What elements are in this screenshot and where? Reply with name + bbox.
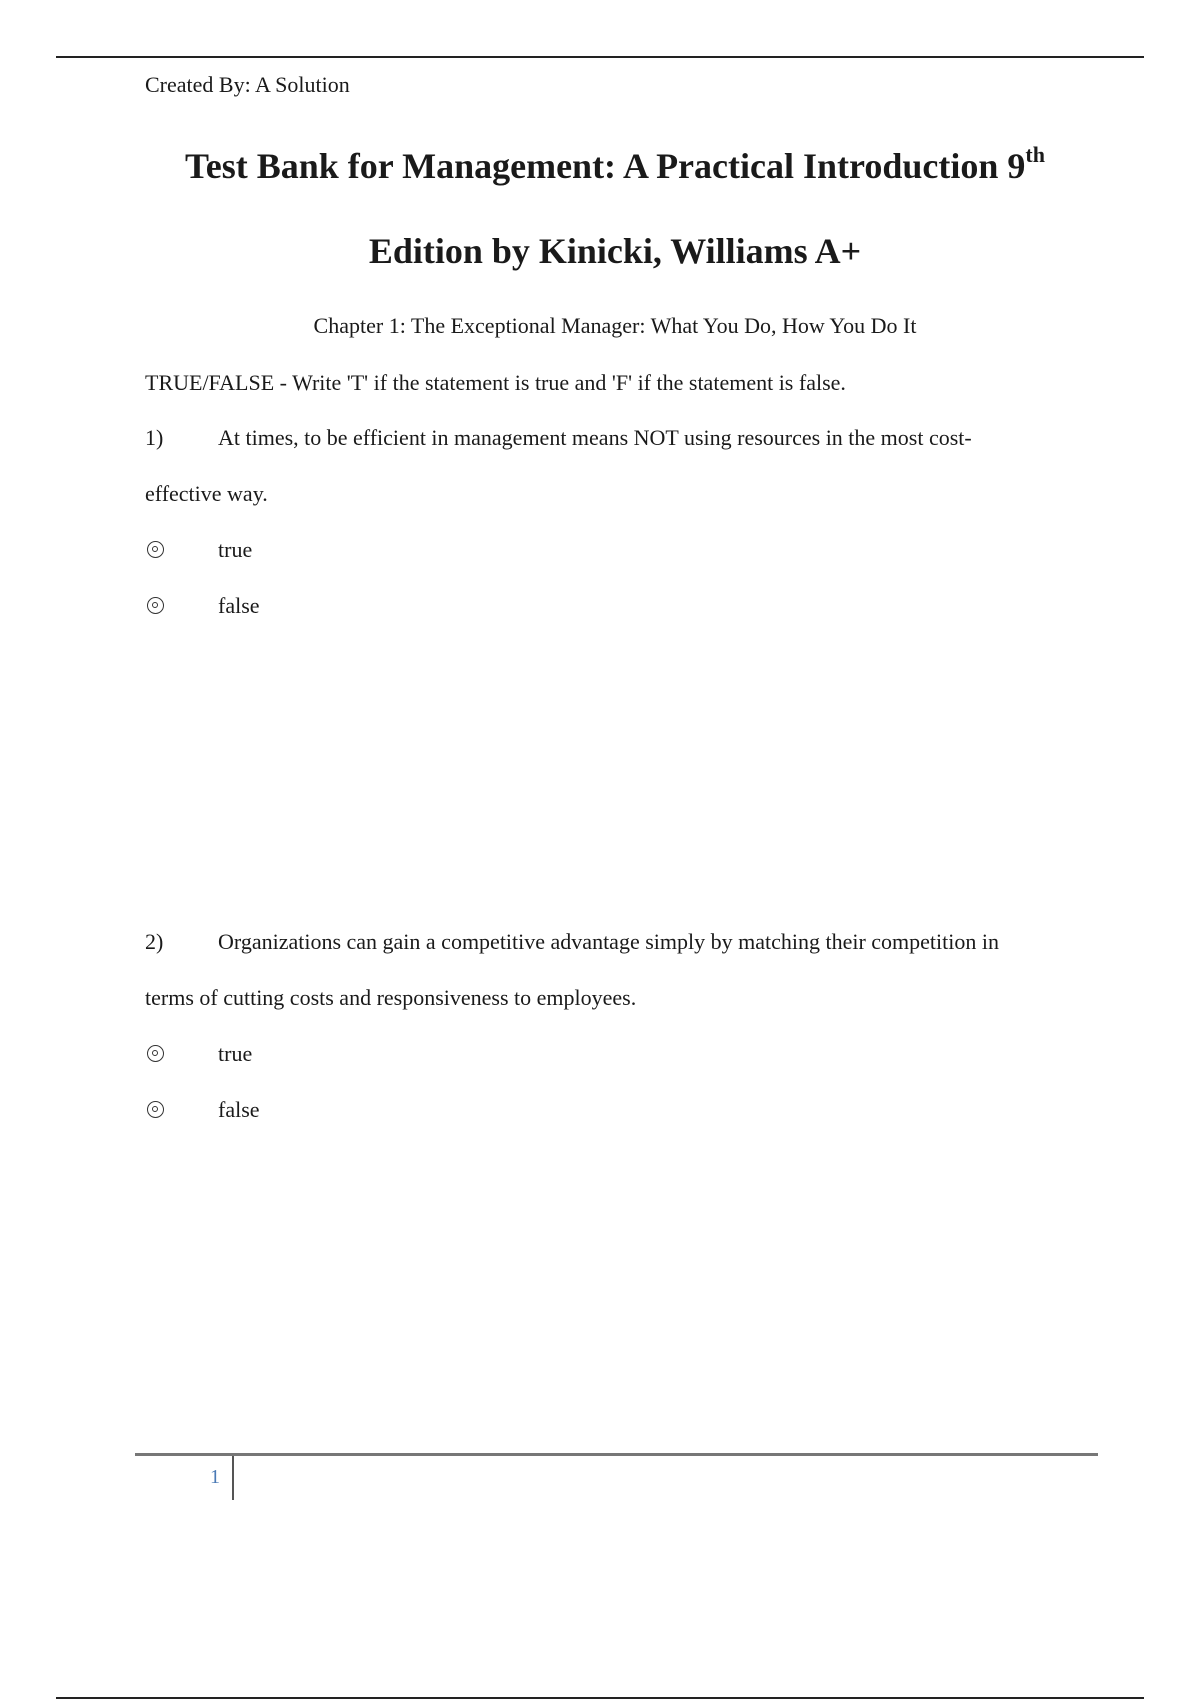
- option-true[interactable]: [145, 522, 1085, 578]
- option-true[interactable]: [145, 1026, 1085, 1082]
- option-label: true: [218, 537, 253, 562]
- option-label: true: [218, 1041, 253, 1066]
- document-title-line2: Edition by Kinicki, Williams A+: [368, 231, 862, 271]
- created-by-header: Created By: A Solution: [145, 72, 350, 97]
- option-label: false: [218, 1097, 260, 1122]
- page-number: 1: [210, 1466, 220, 1488]
- footer-divider: [232, 1456, 234, 1500]
- option-label: false: [218, 593, 260, 618]
- bottom-rule: [56, 1697, 1144, 1699]
- title-superscript: th: [1025, 142, 1045, 167]
- option-false[interactable]: [145, 578, 1085, 634]
- question-line: [145, 466, 1085, 522]
- chapter-heading: Chapter 1: The Exceptional Manager: What You Do, How You Do It: [313, 313, 917, 338]
- footer-rule: [135, 1453, 1098, 1456]
- question-number: 1): [145, 425, 164, 450]
- title-text: Test Bank for Management: A Practical Introduction 9: [185, 146, 1026, 186]
- question-1: [145, 410, 1085, 634]
- question-number: 2): [145, 929, 164, 954]
- instructions: TRUE/FALSE - Write 'T' if the statement is true and 'F' if the statement is false.: [145, 370, 846, 395]
- question-text: Organizations can gain a competitive advantage simply by matching their competition in: [218, 929, 999, 954]
- radio-button-icon[interactable]: [147, 597, 164, 614]
- radio-button-icon[interactable]: [147, 1101, 164, 1118]
- question-text-continued: effective way.: [145, 481, 268, 506]
- document-title-line1: [145, 142, 1085, 186]
- question-line: [145, 970, 1085, 1026]
- question-line: [145, 914, 1085, 970]
- question-text-continued: terms of cutting costs and responsiveness to employees.: [145, 985, 637, 1010]
- radio-button-icon[interactable]: [147, 541, 164, 558]
- question-2: [145, 914, 1085, 1138]
- radio-button-icon[interactable]: [147, 1045, 164, 1062]
- question-line: [145, 410, 1085, 466]
- question-text: At times, to be efficient in management means NOT using resources in the most cost-: [218, 425, 972, 450]
- top-rule: [56, 56, 1144, 58]
- option-false[interactable]: [145, 1082, 1085, 1138]
